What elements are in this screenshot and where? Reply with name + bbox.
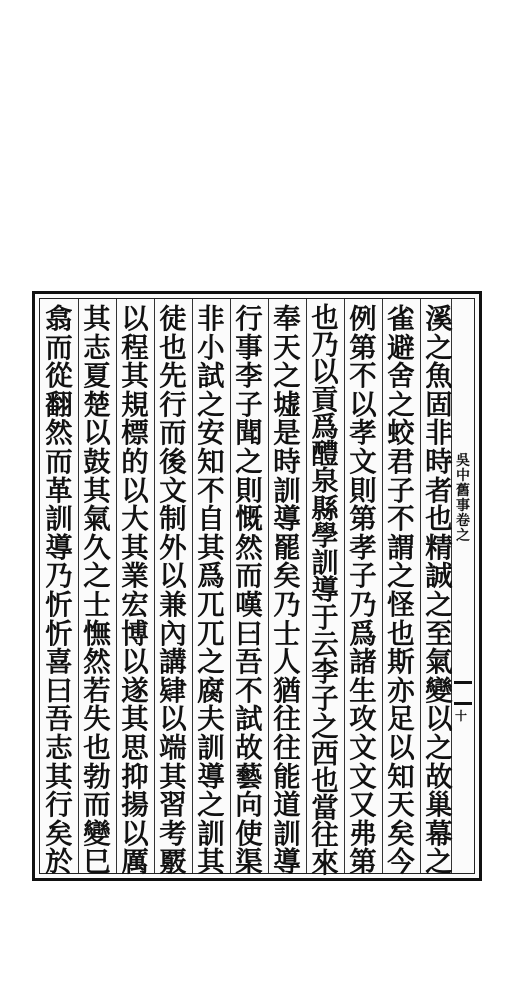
text-column: 徒 也 先 行 而 後 文 制 外 以 兼 內 講 肄 以 端 其 習 考 覈 — [159, 303, 187, 879]
column-rule — [268, 299, 269, 873]
column-rule — [154, 299, 155, 873]
text-column: 其 志 夏 楚 以 鼓 其 氣 久 之 士 憮 然 若 失 也 勃 而 變 巳 — [83, 303, 111, 879]
text-column: 奉 天 之 墟 是 時 訓 導 罷 矣 乃 士 人 猶 往 往 能 道 訓 導 — [273, 303, 301, 879]
text-block — [39, 298, 475, 879]
text-column: 也 乃 以 貢 爲 醴 泉 縣 學 訓 導 于 云 李 子 之 西 也 當 往 來 — [311, 302, 339, 879]
text-column: 非 小 試 之 安 知 不 自 其 爲 兀 兀 之 腐 夫 訓 導 之 訓 其 — [197, 303, 225, 879]
margin-page-number: 十 — [455, 709, 468, 723]
column-rule — [382, 299, 383, 873]
text-column: 翕 而 從 翻 然 而 革 訓 導 乃 忻 忻 喜 曰 吾 志 其 行 矣 於 — [45, 303, 73, 879]
text-column: 雀 避 舍 之 蛟 君 子 不 謂 之 怪 也 斯 亦 足 以 知 天 矣 今 — [387, 303, 415, 879]
text-column: 溪 之 魚 固 非 時 者 也 精 誠 之 至 氣 變 以 之 故 巢 幕 之 — [425, 303, 453, 879]
column-rule — [192, 299, 193, 873]
column-rule — [344, 299, 345, 873]
text-column: 例 第 不 以 孝 文 則 第 孝 子 乃 爲 諸 生 攻 文 文 又 弗 第 — [349, 303, 377, 879]
column-rule — [420, 299, 421, 873]
column-rule — [116, 299, 117, 873]
column-rule — [230, 299, 231, 873]
text-column: 以 程 其 規 標 的 以 大 其 業 宏 博 以 遂 其 思 抑 揚 以 厲 — [121, 303, 149, 879]
text-column: 行 事 李 子 聞 之 則 慨 然 而 嘆 曰 吾 不 試 故 藝 向 使 渠 — [235, 303, 263, 879]
text-frame — [32, 291, 482, 881]
margin-label: 吳中舊事卷之 — [456, 453, 470, 544]
column-rule — [78, 299, 79, 873]
column-rule — [306, 299, 307, 873]
